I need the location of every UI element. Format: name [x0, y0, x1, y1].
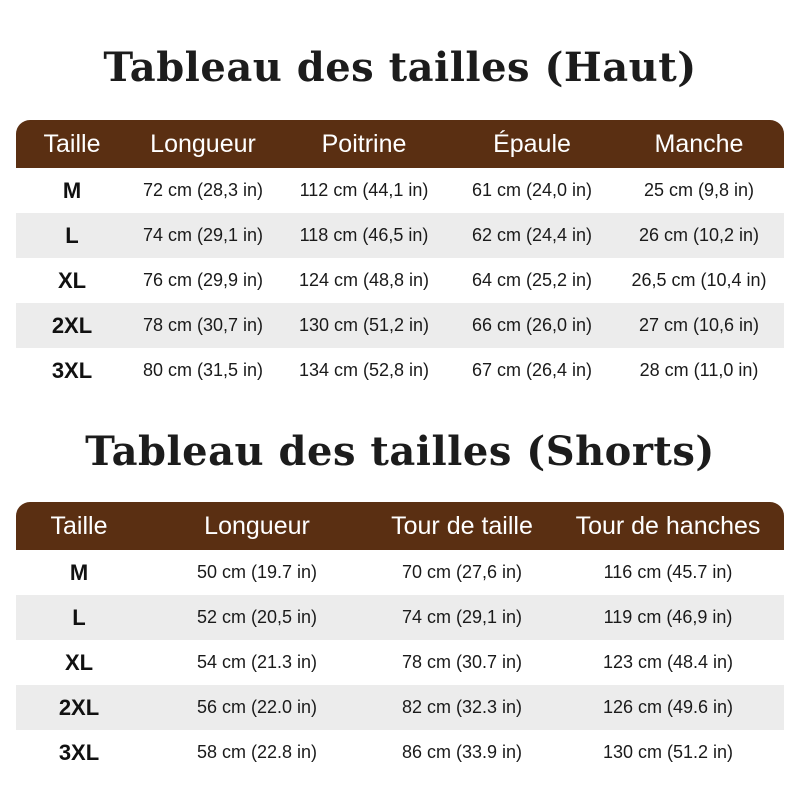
shoulder-cell: 64 cm (25,2 in)	[471, 270, 593, 290]
table-row	[16, 168, 784, 213]
table-row	[16, 550, 784, 595]
column-header-sleeve: Manche	[614, 120, 784, 168]
size-cell: 2XL	[16, 685, 142, 730]
shoulder-cell: 61 cm (24,0 in)	[471, 180, 593, 200]
table-row	[16, 303, 784, 348]
chest-cell: 118 cm (46,5 in)	[278, 213, 450, 258]
top-size-table	[16, 120, 784, 393]
sleeve-cell: 28 cm (11,0 in)	[639, 360, 759, 380]
length-cell: 76 cm (29,9 in)	[142, 270, 264, 290]
size-cell: XL	[57, 267, 87, 293]
column-header-chest: Poitrine	[278, 120, 450, 168]
shoulder-cell: 67 cm (26,4 in)	[471, 360, 593, 380]
hips-cell: 123 cm (48.4 in)	[602, 652, 734, 672]
top-size-chart-title: Tableau des tailles (Haut)	[103, 44, 697, 91]
column-header-length: Longueur	[128, 120, 278, 168]
table-row	[16, 730, 784, 775]
size-cell: 2XL	[16, 303, 128, 348]
column-header-size: Taille	[16, 502, 142, 550]
length-cell: 54 cm (21.3 in)	[196, 652, 318, 672]
size-cell: M	[62, 177, 82, 203]
length-cell: 56 cm (22.0 in)	[142, 685, 372, 730]
hips-cell: 119 cm (46,9 in)	[552, 595, 784, 640]
length-cell: 50 cm (19.7 in)	[196, 562, 318, 582]
shoulder-cell: 66 cm (26,0 in)	[450, 303, 614, 348]
column-header-shoulder: Épaule	[450, 120, 614, 168]
length-cell: 58 cm (22.8 in)	[196, 742, 318, 762]
table-header-row	[16, 120, 784, 168]
chest-cell: 134 cm (52,8 in)	[298, 360, 430, 380]
waist-cell: 86 cm (33.9 in)	[401, 742, 523, 762]
column-header-length: Longueur	[142, 502, 372, 550]
table-row	[16, 640, 784, 685]
table-row	[16, 258, 784, 303]
chest-cell: 112 cm (44,1 in)	[299, 180, 429, 200]
sleeve-cell: 25 cm (9,8 in)	[643, 180, 755, 200]
column-header-hips: Tour de hanches	[552, 502, 784, 550]
table-row	[16, 595, 784, 640]
chest-cell: 124 cm (48,8 in)	[298, 270, 430, 290]
table-row	[16, 685, 784, 730]
waist-cell: 82 cm (32.3 in)	[372, 685, 552, 730]
hips-cell: 130 cm (51.2 in)	[602, 742, 734, 762]
size-cell: L	[16, 213, 128, 258]
length-cell: 74 cm (29,1 in)	[128, 213, 278, 258]
length-cell: 52 cm (20,5 in)	[142, 595, 372, 640]
length-cell: 72 cm (28,3 in)	[142, 180, 264, 200]
sleeve-cell: 26,5 cm (10,4 in)	[631, 270, 767, 290]
table-header-row	[16, 502, 784, 550]
hips-cell: 116 cm (45.7 in)	[603, 562, 733, 582]
table-row	[16, 348, 784, 393]
size-cell: 3XL	[58, 739, 100, 765]
shoulder-cell: 62 cm (24,4 in)	[450, 213, 614, 258]
table-row	[16, 213, 784, 258]
waist-cell: 74 cm (29,1 in)	[372, 595, 552, 640]
size-cell: 3XL	[51, 357, 93, 383]
column-header-waist: Tour de taille	[372, 502, 552, 550]
sleeve-cell: 27 cm (10,6 in)	[614, 303, 784, 348]
size-cell: M	[69, 559, 89, 585]
shorts-size-table	[16, 502, 784, 775]
length-cell: 80 cm (31,5 in)	[142, 360, 264, 380]
size-cell: XL	[64, 649, 94, 675]
hips-cell: 126 cm (49.6 in)	[552, 685, 784, 730]
shorts-size-chart-title: Tableau des tailles (Shorts)	[85, 428, 715, 475]
sleeve-cell: 26 cm (10,2 in)	[614, 213, 784, 258]
length-cell: 78 cm (30,7 in)	[128, 303, 278, 348]
waist-cell: 70 cm (27,6 in)	[401, 562, 523, 582]
waist-cell: 78 cm (30.7 in)	[401, 652, 523, 672]
chest-cell: 130 cm (51,2 in)	[278, 303, 450, 348]
column-header-size: Taille	[16, 120, 128, 168]
size-cell: L	[16, 595, 142, 640]
